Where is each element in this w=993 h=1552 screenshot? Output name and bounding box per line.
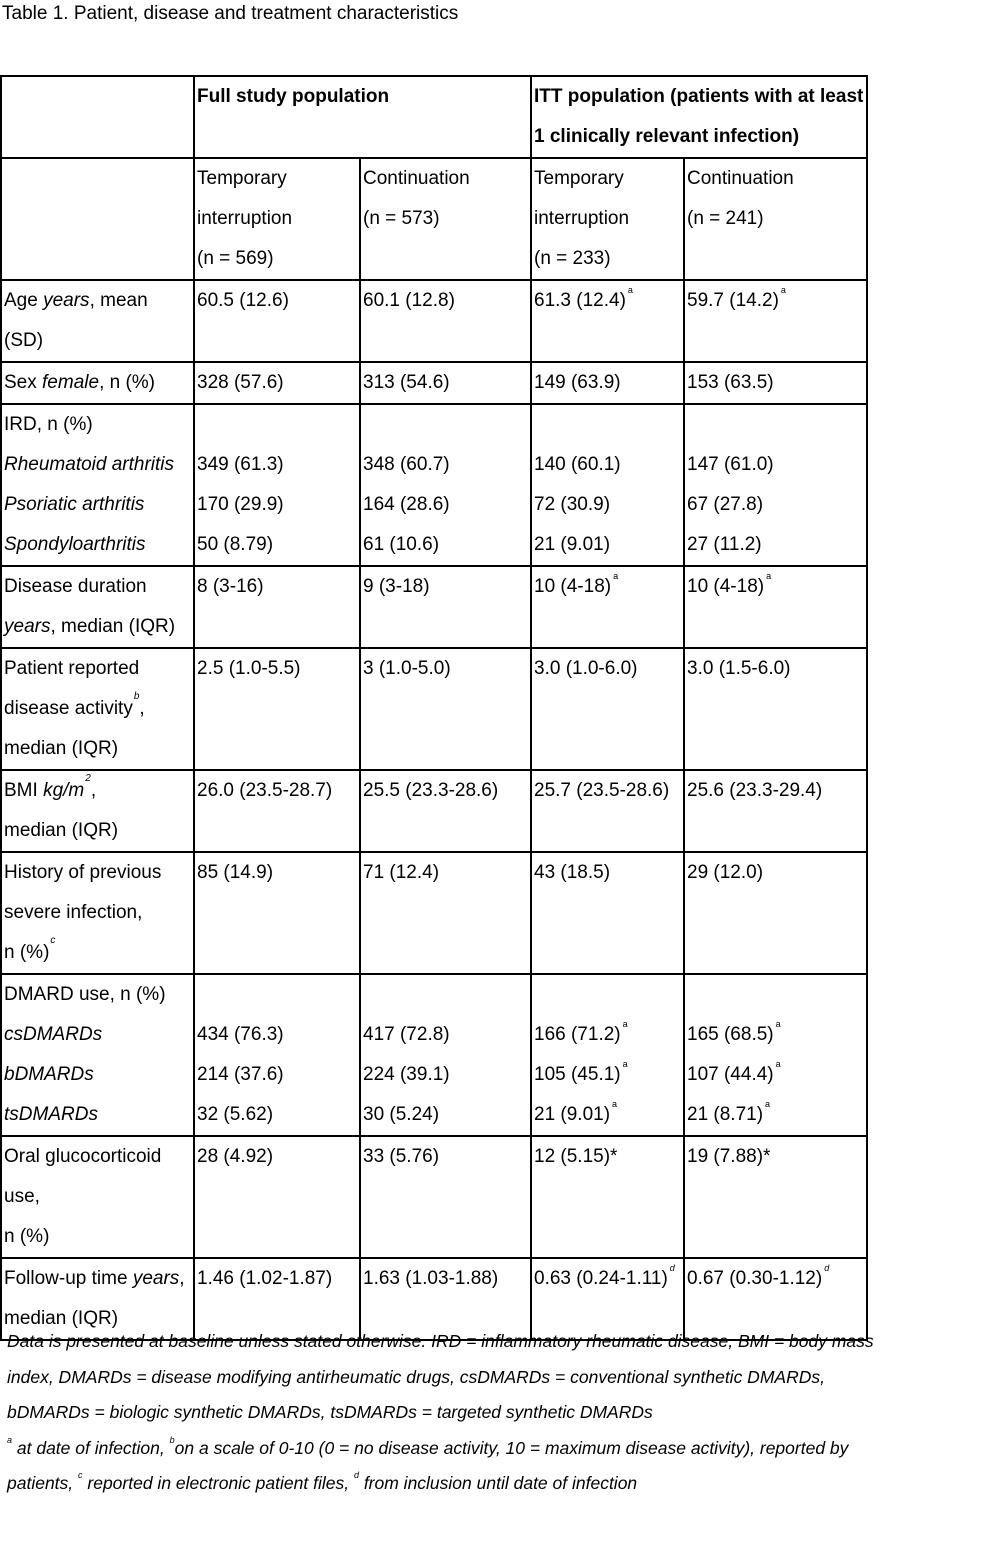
table-row xyxy=(1,362,867,404)
table-cell: 19 (7.88)* xyxy=(684,1136,867,1258)
footnote-line: index, DMARDs = disease modifying antirheumatic drugs, csDMARDs = conventional synthetic DMARDs, xyxy=(7,1366,825,1387)
empty-header-cell xyxy=(1,76,194,158)
row-label-follow-up: Follow-up time years, median (IQR) xyxy=(1,1258,194,1340)
table-cell: 10 (4-18) $^a$ xyxy=(684,566,867,648)
table-cell: 85 (14.9) xyxy=(194,852,360,974)
table-cell: 417 (72.8) 224 (39.1) 30 (5.24) xyxy=(360,974,531,1136)
row-label-dmard: DMARD use, n (%) csDMARDs bDMARDs tsDMARDs xyxy=(1,974,194,1136)
table-cell: 147 (61.0) 67 (27.8) 27 (11.2) xyxy=(684,404,867,566)
table-footnote xyxy=(7,1324,937,1502)
table-cell: 313 (54.6) xyxy=(360,362,531,404)
footnote-line: bDMARDs = biologic synthetic DMARDs, tsDMARDs = targeted synthetic DMARDs xyxy=(7,1402,653,1422)
empty-header-cell xyxy=(1,158,194,280)
table-cell: 26.0 (23.5-28.7) xyxy=(194,770,360,852)
table-cell: 0.67 (0.30-1.12) $^d$ xyxy=(684,1258,867,1340)
table-cell: 60.5 (12.6) xyxy=(194,280,360,362)
table-cell: 29 (12.0) xyxy=(684,852,867,974)
col-header-itt-interruption: Temporary interruption (n = 233) xyxy=(531,158,684,280)
table-cell: 166 (71.2) $^a$ 105 (45.1) $^a$ 21 (9.01) $^a$ xyxy=(531,974,684,1136)
row-label-sex: Sex female, n (%) xyxy=(1,362,194,404)
table-cell: 434 (76.3) 214 (37.6) 32 (5.62) xyxy=(194,974,360,1136)
table-row xyxy=(1,770,867,852)
footnote-line: patients, $^c$ reported in electronic patient files, $^d$ from inclusion until date of infection xyxy=(7,1470,638,1493)
table-cell: 12 (5.15)* xyxy=(531,1136,684,1258)
table-row xyxy=(1,852,867,974)
table-cell: 349 (61.3) 170 (29.9) 50 (8.79) xyxy=(194,404,360,566)
table-cell: 71 (12.4) xyxy=(360,852,531,974)
table-cell: 2.5 (1.0-5.5) xyxy=(194,648,360,770)
characteristics-table xyxy=(0,75,868,1341)
table-row xyxy=(1,404,867,566)
table-row xyxy=(1,280,867,362)
col-header-full-continuation: Continuation (n = 573) xyxy=(360,158,531,280)
table-cell: 25.7 (23.5-28.6) xyxy=(531,770,684,852)
table-row xyxy=(1,566,867,648)
footnote-line: $^a$ at date of infection, $^b$on a scale of 0-10 (0 = no disease activity, 10 = maximum disease activity), reported by xyxy=(7,1434,849,1458)
table-row xyxy=(1,1136,867,1258)
row-label-disease-duration: Disease duration years, median (IQR) xyxy=(1,566,194,648)
column-header-row xyxy=(1,158,867,280)
row-label-ird: IRD, n (%) Rheumatoid arthritis Psoriatic arthritis Spondyloarthritis xyxy=(1,404,194,566)
table-cell: 3 (1.0-5.0) xyxy=(360,648,531,770)
table-caption: Table 1. Patient, disease and treatment characteristics xyxy=(2,3,459,24)
col-header-full-interruption: Temporary interruption (n = 569) xyxy=(194,158,360,280)
table-cell: 8 (3-16) xyxy=(194,566,360,648)
table-cell: 9 (3-18) xyxy=(360,566,531,648)
table-cell: 149 (63.9) xyxy=(531,362,684,404)
row-label-age: Age years, mean (SD) xyxy=(1,280,194,362)
table-cell: 153 (63.5) xyxy=(684,362,867,404)
table-cell: 1.63 (1.03-1.88) xyxy=(360,1258,531,1340)
table-cell: 10 (4-18) $^a$ xyxy=(531,566,684,648)
row-label-infection-history: History of previous severe infection, n (%)$^c$ xyxy=(1,852,194,974)
table-cell: 43 (18.5) xyxy=(531,852,684,974)
table-cell: 0.63 (0.24-1.11) $^d$ xyxy=(531,1258,684,1340)
table-row xyxy=(1,648,867,770)
table-cell: 3.0 (1.0-6.0) xyxy=(531,648,684,770)
table-cell: 3.0 (1.5-6.0) xyxy=(684,648,867,770)
col-header-itt-continuation: Continuation (n = 241) xyxy=(684,158,867,280)
table-cell: 25.5 (23.3-28.6) xyxy=(360,770,531,852)
itt-population-header: ITT population (patients with at least 1 clinically relevant infection) xyxy=(531,76,867,158)
table-cell: 33 (5.76) xyxy=(360,1136,531,1258)
table-cell: 140 (60.1) 72 (30.9) 21 (9.01) xyxy=(531,404,684,566)
group-header-row xyxy=(1,76,867,158)
table-cell: 328 (57.6) xyxy=(194,362,360,404)
table-cell: 165 (68.5) $^a$ 107 (44.4) $^a$ 21 (8.71) $^a$ xyxy=(684,974,867,1136)
table-cell: 61.3 (12.4) $^a$ xyxy=(531,280,684,362)
table-cell: 348 (60.7) 164 (28.6) 61 (10.6) xyxy=(360,404,531,566)
table-cell: 25.6 (23.3-29.4) xyxy=(684,770,867,852)
row-label-glucocorticoid: Oral glucocorticoid use, n (%) xyxy=(1,1136,194,1258)
table-cell: 1.46 (1.02-1.87) xyxy=(194,1258,360,1340)
footnote-line: Data is presented at baseline unless stated otherwise. IRD = inflammatory rheumatic disease, BMI = body mass xyxy=(7,1331,874,1351)
table-cell: 28 (4.92) xyxy=(194,1136,360,1258)
table-cell: 60.1 (12.8) xyxy=(360,280,531,362)
row-label-bmi: BMI $kg/m^2$, median (IQR) xyxy=(1,770,194,852)
table-row xyxy=(1,974,867,1136)
table-cell: 59.7 (14.2) $^a$ xyxy=(684,280,867,362)
full-population-header: Full study population xyxy=(194,76,531,158)
row-label-disease-activity: Patient reported disease activity$^b$, median (IQR) xyxy=(1,648,194,770)
